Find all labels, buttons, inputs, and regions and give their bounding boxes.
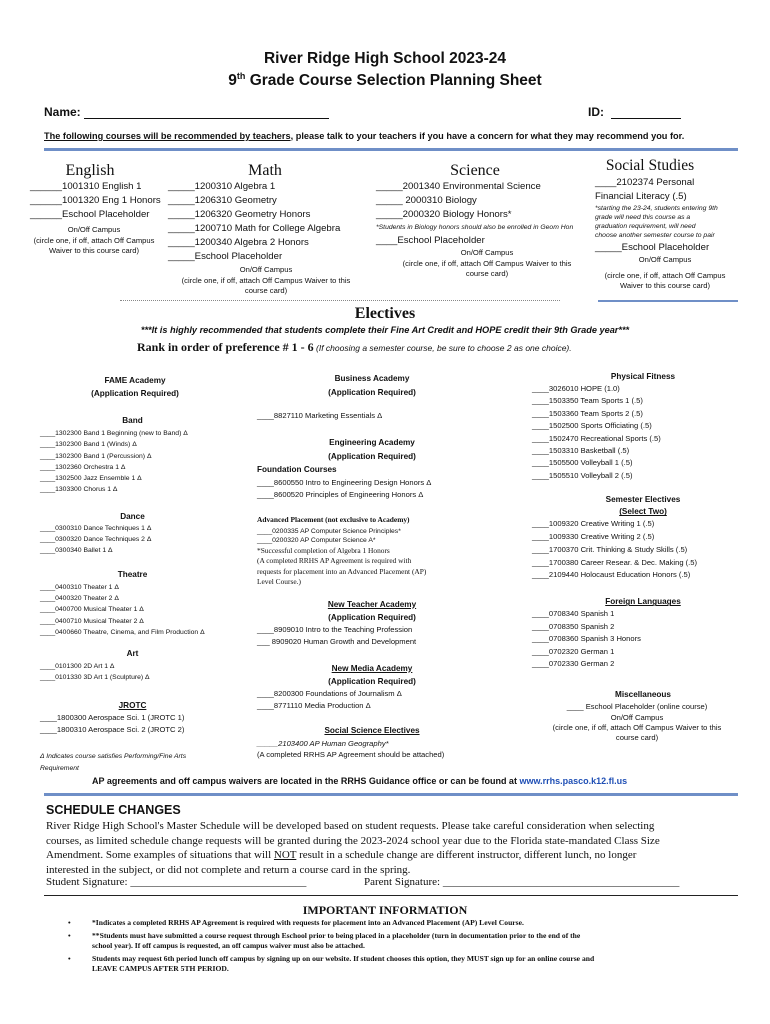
misc-heading: Miscellaneous — [615, 689, 671, 699]
parent-signature-field[interactable]: Parent Signature: ___________________________________________ — [364, 876, 680, 888]
semester-heading: Semester Electives — [605, 495, 681, 505]
list-item[interactable]: ____8771110 Media Production Δ — [257, 701, 371, 710]
jrotc-heading: JROTC — [118, 700, 147, 710]
list-item[interactable]: ____0708340 Spanish 1 — [532, 609, 615, 619]
list-item[interactable]: ____0400660 Theatre, Cinema, and Film Production Δ — [40, 628, 205, 636]
id-label: ID: — [588, 105, 604, 119]
list-item[interactable]: ____0300320 Dance Techniques 2 Δ — [40, 536, 152, 544]
math-campus-note: On/Off Campus (circle one, if off, attach Off Campus Waiver to this course card) — [181, 265, 351, 295]
list-item[interactable]: ____0101300 2D Art 1 Δ — [40, 663, 115, 671]
list-item[interactable]: ____0702320 German 1 — [532, 646, 615, 656]
id-field[interactable] — [611, 118, 681, 119]
electives-recommend: ***It is highly recommended that students complete their Fine Art Credit and HOPE credit their 9th Grade year*** — [140, 325, 630, 335]
list-item[interactable]: ____1302300 Band 1 Beginning (new to Band) Δ — [40, 430, 188, 437]
business-heading: Business Academy — [334, 374, 410, 383]
list-item[interactable]: ____ Eschool Placeholder (online course) — [566, 701, 708, 711]
list-item[interactable]: ____1009330 Creative Writing 2 (.5) — [532, 532, 655, 542]
science-item[interactable]: _____2000320 Biology Honors* — [376, 209, 512, 220]
dance-heading: Dance — [120, 511, 145, 521]
dotted-divider — [120, 300, 560, 301]
english-item[interactable]: ______Eschool Placeholder — [30, 209, 150, 220]
guidance-link[interactable]: www.rrhs.pasco.k12.fl.us — [519, 776, 628, 786]
media-heading: New Media Academy — [331, 663, 413, 673]
list-item[interactable]: ____1800300 Aerospace Sci. 1 (JROTC 1) — [40, 712, 185, 722]
list-item[interactable]: _____2103400 AP Human Geography* — [257, 738, 389, 748]
english-heading: English — [65, 162, 115, 179]
math-item[interactable]: _____1206320 Geometry Honors — [168, 209, 311, 220]
list-item[interactable]: ____1505510 Volleyball 2 (.5) — [532, 470, 633, 480]
list-item[interactable]: ____1800310 Aerospace Sci. 2 (JROTC 2) — [40, 725, 185, 735]
math-item[interactable]: _____Eschool Placeholder — [168, 251, 283, 262]
art-heading: Art — [126, 649, 139, 659]
theatre-heading: Theatre — [117, 569, 148, 579]
ap-note: *Successful completion of Algebra 1 Honors (A completed RRHS AP Agreement is required with requests for placement into an Advanced Placement (AP) Level Course.) — [257, 545, 427, 586]
rank-instructions: Rank in order of preference # 1 - 6 (If choosing a semester course, be sure to choose 2 as one choice). — [137, 340, 572, 354]
divider — [44, 895, 738, 896]
list-item[interactable]: ____1503360 Team Sports 2 (.5) — [532, 408, 643, 418]
divider — [598, 300, 738, 302]
list-item[interactable]: ____1302500 Jazz Ensemble 1 Δ — [40, 475, 142, 483]
social-section: ____2102374 Personal Financial Literacy (.5) *starting the 23-24, students entering 9th grade will need this course as a graduation requirement, will need choose another semester course to pair _____Eschool Placeholder — [595, 176, 735, 255]
ap-waiver-note: AP agreements and off campus waivers are located in the RRHS Guidance office or can be found at www.rrhs.pasco.k12.fl.us — [92, 776, 628, 786]
schedule-text: River Ridge High School's Master Schedule will be developed based on student requests. Please take careful consideration when selecting courses, as limited schedule change requests will be granted during the 2023-2024 school year due to the Florida state-mandated Class Size Amendment. Some examples of situations that will NOT result in a schedule change are different instructor, different lunch, no longer interested in the subject, or did not complete and return a course card in the spring. — [46, 820, 660, 876]
english-section — [30, 180, 161, 222]
list-item[interactable]: ____1302300 Band 1 (Percussion) Δ — [40, 452, 152, 460]
english-item[interactable]: ______1001320 Eng 1 Honors — [30, 195, 161, 206]
list-item[interactable]: ____1303300 Chorus 1 Δ — [40, 486, 118, 494]
important-list — [68, 918, 748, 975]
page-subtitle: 9th Grade Course Selection Planning Sheet — [228, 71, 542, 90]
divider — [44, 793, 738, 796]
pe-heading: Physical Fitness — [610, 372, 676, 381]
list-item[interactable]: ____8827110 Marketing Essentials Δ — [257, 411, 383, 420]
elective-col-2: Business Academy (Application Required) ____8827110 Marketing Essentials Δ Engineering Academy (Application Required) Foundation Courses ____8600550 Intro to Engineering Design Honors Δ ____8600520 Principles of Engineering Honors Δ Advanced Placement (not exclusive to Academy) ____0200335 AP Computer Science Principles* ____0200320 AP Computer Science A* *Successful completion of Algebra 1 Honors (A completed RRHS AP Agreement is required with requests for placement into an Advanced Placement (AP) Level Course.) New Teacher Academy (Application Required) ____8909010 Intro to the Teaching Profession ___ 8909020 Human Growth and Development New Media Academy (Application Required) ____8200300 Foundations of Journalism Δ ____8771110 Media Production Δ Social Science Electives _____2103400 AP Human Geography* (A completed RRHS AP Agreement should be attached) — [257, 372, 487, 761]
science-section: _____2001340 Environmental Science _____ 2000310 Biology _____2000320 Biology Honors* *Students in Biology honors should also be enrolled in Geom Hon ____Eschool Placeholder — [376, 181, 574, 246]
divider — [44, 148, 738, 151]
social-campus-note: On/Off Campus (circle one, if off, attach Off Campus Waiver to this course card) — [604, 255, 726, 290]
list-item[interactable]: ___ 8909020 Human Growth and Development — [257, 637, 417, 646]
list-item[interactable]: ____1503350 Team Sports 1 (.5) — [532, 396, 643, 406]
delta-note: Δ Indicates course satisfies Performing/Fine Arts Requirement — [40, 752, 187, 772]
list-item[interactable]: ____1700380 Career Resear. & Dec. Making (.5) — [532, 557, 698, 567]
list-item: • Students may request 6th period lunch off campus by signing up on our website. If student chooses this option, they MUST sign up for an online course and LEAVE CAMPUS AFTER 5TH PERIOD. — [68, 953, 595, 974]
page-title: River Ridge High School 2023-24 — [263, 50, 507, 67]
list-item[interactable]: ____1302360 Orchestra 1 Δ — [40, 463, 126, 471]
science-item[interactable]: _____ 2000310 Biology — [376, 195, 477, 206]
name-label: Name: — [44, 105, 81, 119]
list-item[interactable]: ____8600520 Principles of Engineering Honors Δ — [257, 490, 424, 499]
science-item[interactable]: _____2001340 Environmental Science — [376, 181, 541, 192]
misc-campus-note: On/Off Campus (circle one, if off, attach Off Campus Waiver to this course card) — [552, 713, 722, 743]
list-item[interactable]: ____0300340 Ballet 1 Δ — [40, 547, 113, 555]
fame-heading: FAME Academy — [104, 376, 166, 385]
list-item[interactable]: ____2109440 Holocaust Education Honors (.5) — [532, 570, 691, 580]
list-item[interactable]: ____0702330 German 2 — [532, 659, 615, 669]
teacher-heading: New Teacher Academy — [327, 599, 417, 609]
list-item[interactable]: ____0708360 Spanish 3 Honors — [532, 634, 641, 644]
elective-col-1: FAME Academy (Application Required) Band ____1302300 Band 1 Beginning (new to Band) Δ ____1302300 Band 1 (Winds) Δ ____1302300 Band 1 (Percussion) Δ ____1302360 Orchestra 1 Δ ____1302500 Jazz Ensemble 1 Δ ____1303300 Chorus 1 Δ Dance ____0300310 Dance Techniques 1 Δ ____0300320 Dance Techniques 2 Δ ____0300340 Ballet 1 Δ Theatre ____0400310 Theater 1 Δ ____0400320 Theater 2 Δ ____0400700 Musical Theater 1 Δ ____0400710 Musical Theater 2 Δ ____0400660 Theatre, Cinema, and Film Production Δ Art ____0101300 2D Art 1 Δ ____0101330 3D Art 1 (Sculpture) Δ JROTC ____1800300 Aerospace Sci. 1 (JROTC 1) ____1800310 Aerospace Sci. 2 (JROTC 2) Δ Indicates course satisfies Performing/Fine Arts Requirement — [40, 374, 250, 775]
math-item[interactable]: _____1200340 Algebra 2 Honors — [168, 237, 309, 248]
list-item[interactable]: ____1502500 Sports Officiating (.5) — [532, 421, 652, 431]
student-signature-field[interactable]: Student Signature: ________________________________ — [46, 876, 307, 888]
math-section — [168, 180, 340, 264]
list-item[interactable]: ____0200320 AP Computer Science A* — [257, 537, 376, 544]
recommend-note: The following courses will be recommended by teachers, please talk to your teachers if you have a concern for what they may recommend you for. — [44, 131, 685, 141]
math-item[interactable]: _____1200710 Math for College Algebra — [168, 223, 341, 234]
list-item[interactable]: ____0400710 Musical Theater 2 Δ — [40, 617, 144, 625]
list-item[interactable]: ____0200335 AP Computer Science Principles* — [257, 527, 401, 535]
math-heading: Math — [248, 162, 282, 179]
list-item[interactable]: ____0708350 Spanish 2 — [532, 621, 615, 631]
schedule-heading: SCHEDULE CHANGES — [46, 803, 181, 817]
list-item[interactable]: ____0400320 Theater 2 Δ — [40, 594, 119, 602]
english-item[interactable]: ______1001310 English 1 — [30, 181, 142, 192]
list-item[interactable]: ____1302300 Band 1 (Winds) Δ — [40, 441, 137, 449]
list-item[interactable]: ____8200300 Foundations of Journalism Δ — [257, 688, 402, 698]
list-item[interactable]: ____1505500 Volleyball 1 (.5) — [532, 458, 633, 468]
list-item[interactable]: ____0101330 3D Art 1 (Sculpture) Δ — [40, 674, 150, 682]
science-item[interactable]: ____Eschool Placeholder — [376, 235, 485, 246]
elective-col-3: Physical Fitness ____3026010 HOPE (1.0) ____1503350 Team Sports 1 (.5) ____1503360 Team Sports 2 (.5) ____1502500 Sports Officiating (.5) ____1502470 Recreational Sports (.5) ____1503310 Basketball (.5) ____1505500 Volleyball 1 (.5) ____1505510 Volleyball 2 (.5) Semester Electives (Select Two) ____1009320 Creative Writing 1 (.5) ____1009330 Creative Writing 2 (.5) ____1700370 Crit. Thinking & Study Skills (.5) ____1700380 Career Resear. & Dec. Making (.5) ____2109440 Holocaust Education Honors (.5) Foreign Languages ____0708340 Spanish 1 ____0708350 Spanish 2 ____0708360 Spanish 3 Honors ____0702320 German 1 ____0702330 German 2 Miscellaneous ____ Eschool Placeholder (online course) On/Off Campus (circle one, if off, attach Off Campus Waiver to this course card) — [532, 371, 742, 743]
social-heading: Social Studies — [605, 157, 695, 174]
electives-heading: Electives — [354, 305, 416, 322]
list-item[interactable]: ____3026010 HOPE (1.0) — [532, 384, 620, 393]
list-item[interactable]: ____8909010 Intro to the Teaching Profession — [257, 624, 413, 634]
list-item[interactable]: ____1009320 Creative Writing 1 (.5) — [532, 519, 655, 529]
list-item[interactable]: ____0400310 Theater 1 Δ — [40, 583, 119, 591]
ap-heading: Advanced Placement (not exclusive to Academy) — [257, 514, 410, 524]
list-item[interactable]: ____1700370 Crit. Thinking & Study Skills (.5) — [532, 544, 688, 554]
science-heading: Science — [450, 162, 500, 179]
list-item[interactable]: ____0300310 Dance Techniques 1 Δ — [40, 524, 152, 532]
math-item[interactable]: _____1206310 Geometry — [168, 195, 277, 206]
important-heading: IMPORTANT INFORMATION — [302, 903, 468, 917]
foreign-language-heading: Foreign Languages — [605, 597, 681, 607]
english-campus-note: On/Off Campus (circle one, if off, attach Off Campus Waiver to this course card) — [33, 225, 155, 255]
band-heading: Band — [122, 416, 143, 425]
list-item[interactable]: ____8600550 Intro to Engineering Design Honors Δ — [257, 477, 432, 487]
math-item[interactable]: _____1200310 Algebra 1 — [168, 181, 276, 192]
list-item: • **Students must have submitted a course request through Eschool prior to being placed in a placeholder (turn in documentation prior to the end of the school year). If off campus is requested, an off campus waiver must also be attached. — [68, 930, 581, 951]
band-list — [40, 428, 250, 496]
list-item[interactable]: ____1502470 Recreational Sports (.5) — [532, 433, 661, 443]
name-field[interactable] — [84, 118, 329, 119]
social-science-heading: Social Science Electives — [324, 725, 420, 735]
list-item[interactable]: ____1503310 Basketball (.5) — [532, 446, 630, 456]
science-campus-note: On/Off Campus (circle one, if off, attach Off Campus Waiver to this course card) — [402, 248, 572, 278]
social-item[interactable]: ____2102374 Personal — [595, 177, 695, 188]
list-item[interactable]: ____0400700 Musical Theater 1 Δ — [40, 606, 144, 614]
list-item: • *Indicates a completed RRHS AP Agreement is required with requests for placement into an Advanced Placement (AP) Level Course. — [68, 918, 524, 927]
engineering-heading: Engineering Academy — [329, 437, 415, 447]
social-item[interactable]: _____Eschool Placeholder — [595, 242, 710, 253]
